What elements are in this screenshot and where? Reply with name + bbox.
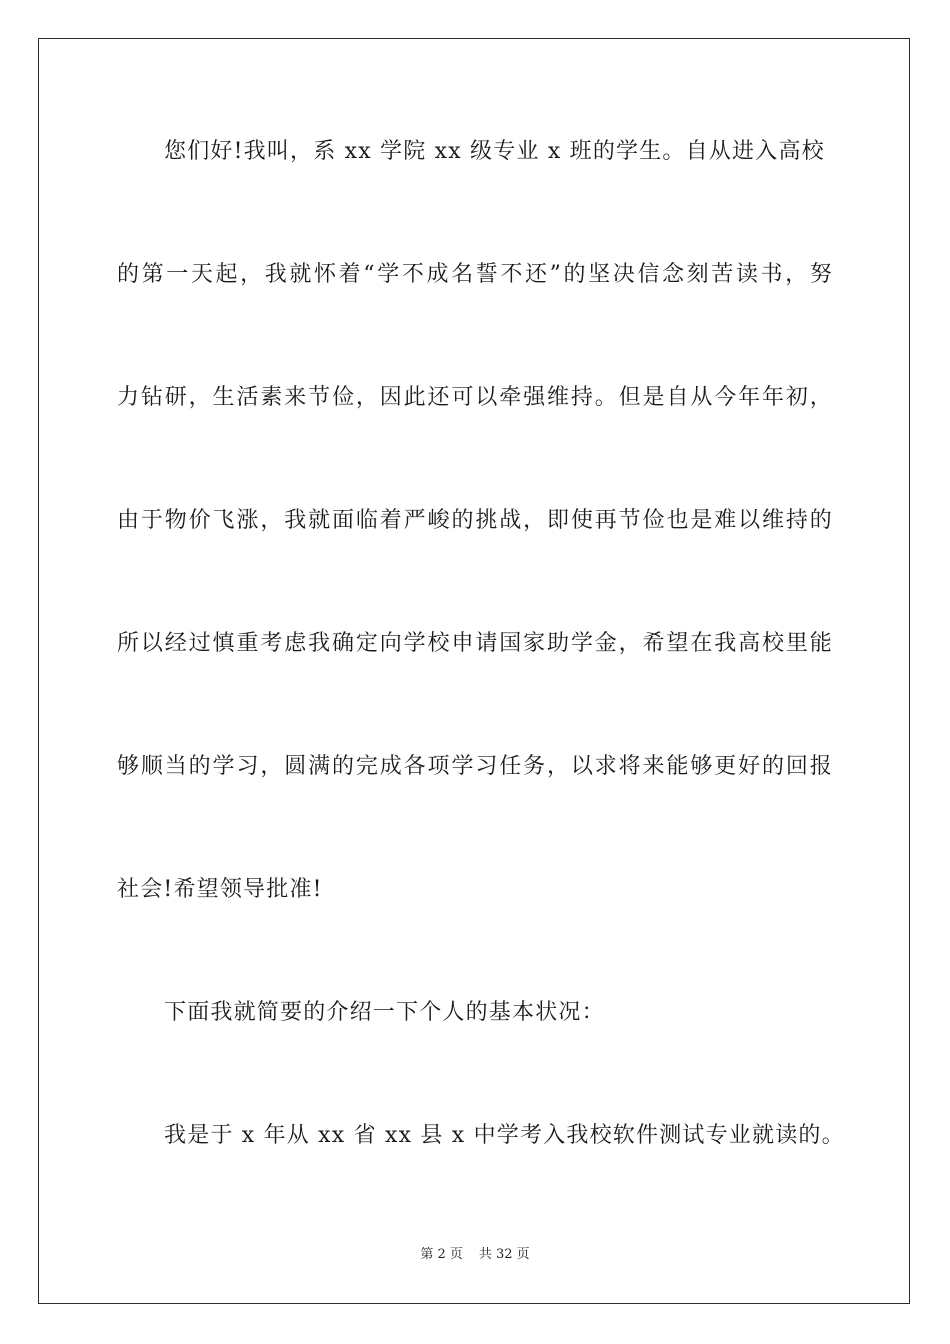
paragraph-line: 够顺当的学习，圆满的完成各项学习任务，以求将来能够更好的回报 (117, 754, 833, 779)
paragraph-line: 由于物价飞涨，我就面临着严峻的挑战，即使再节俭也是难以维持的 (117, 508, 833, 533)
paragraph-line: 社会!希望领导批准! (117, 877, 323, 902)
paragraph-line: 下面我就简要的介绍一下个人的基本状况： (164, 1000, 605, 1025)
page-number: 第 2 页 (420, 1247, 463, 1262)
paragraph-line: 的第一天起，我就怀着“学不成名誓不还”的坚决信念刻苦读书，努 (117, 262, 833, 287)
paragraph-line: 我是于 x 年从 xx 省 xx 县 x 中学考入我校软件测试专业就读的。 (164, 1123, 845, 1148)
page-border (38, 38, 910, 1304)
page-footer (0, 1246, 950, 1264)
page-total: 共 32 页 (478, 1247, 530, 1262)
paragraph-line: 您们好!我叫，系 xx 学院 xx 级专业 x 班的学生。自从进入高校 (164, 139, 825, 164)
paragraph-line: 所以经过慎重考虑我确定向学校申请国家助学金，希望在我高校里能 (117, 631, 833, 656)
paragraph-line: 力钻研，生活素来节俭，因此还可以牵强维持。但是自从今年年初， (117, 385, 833, 410)
